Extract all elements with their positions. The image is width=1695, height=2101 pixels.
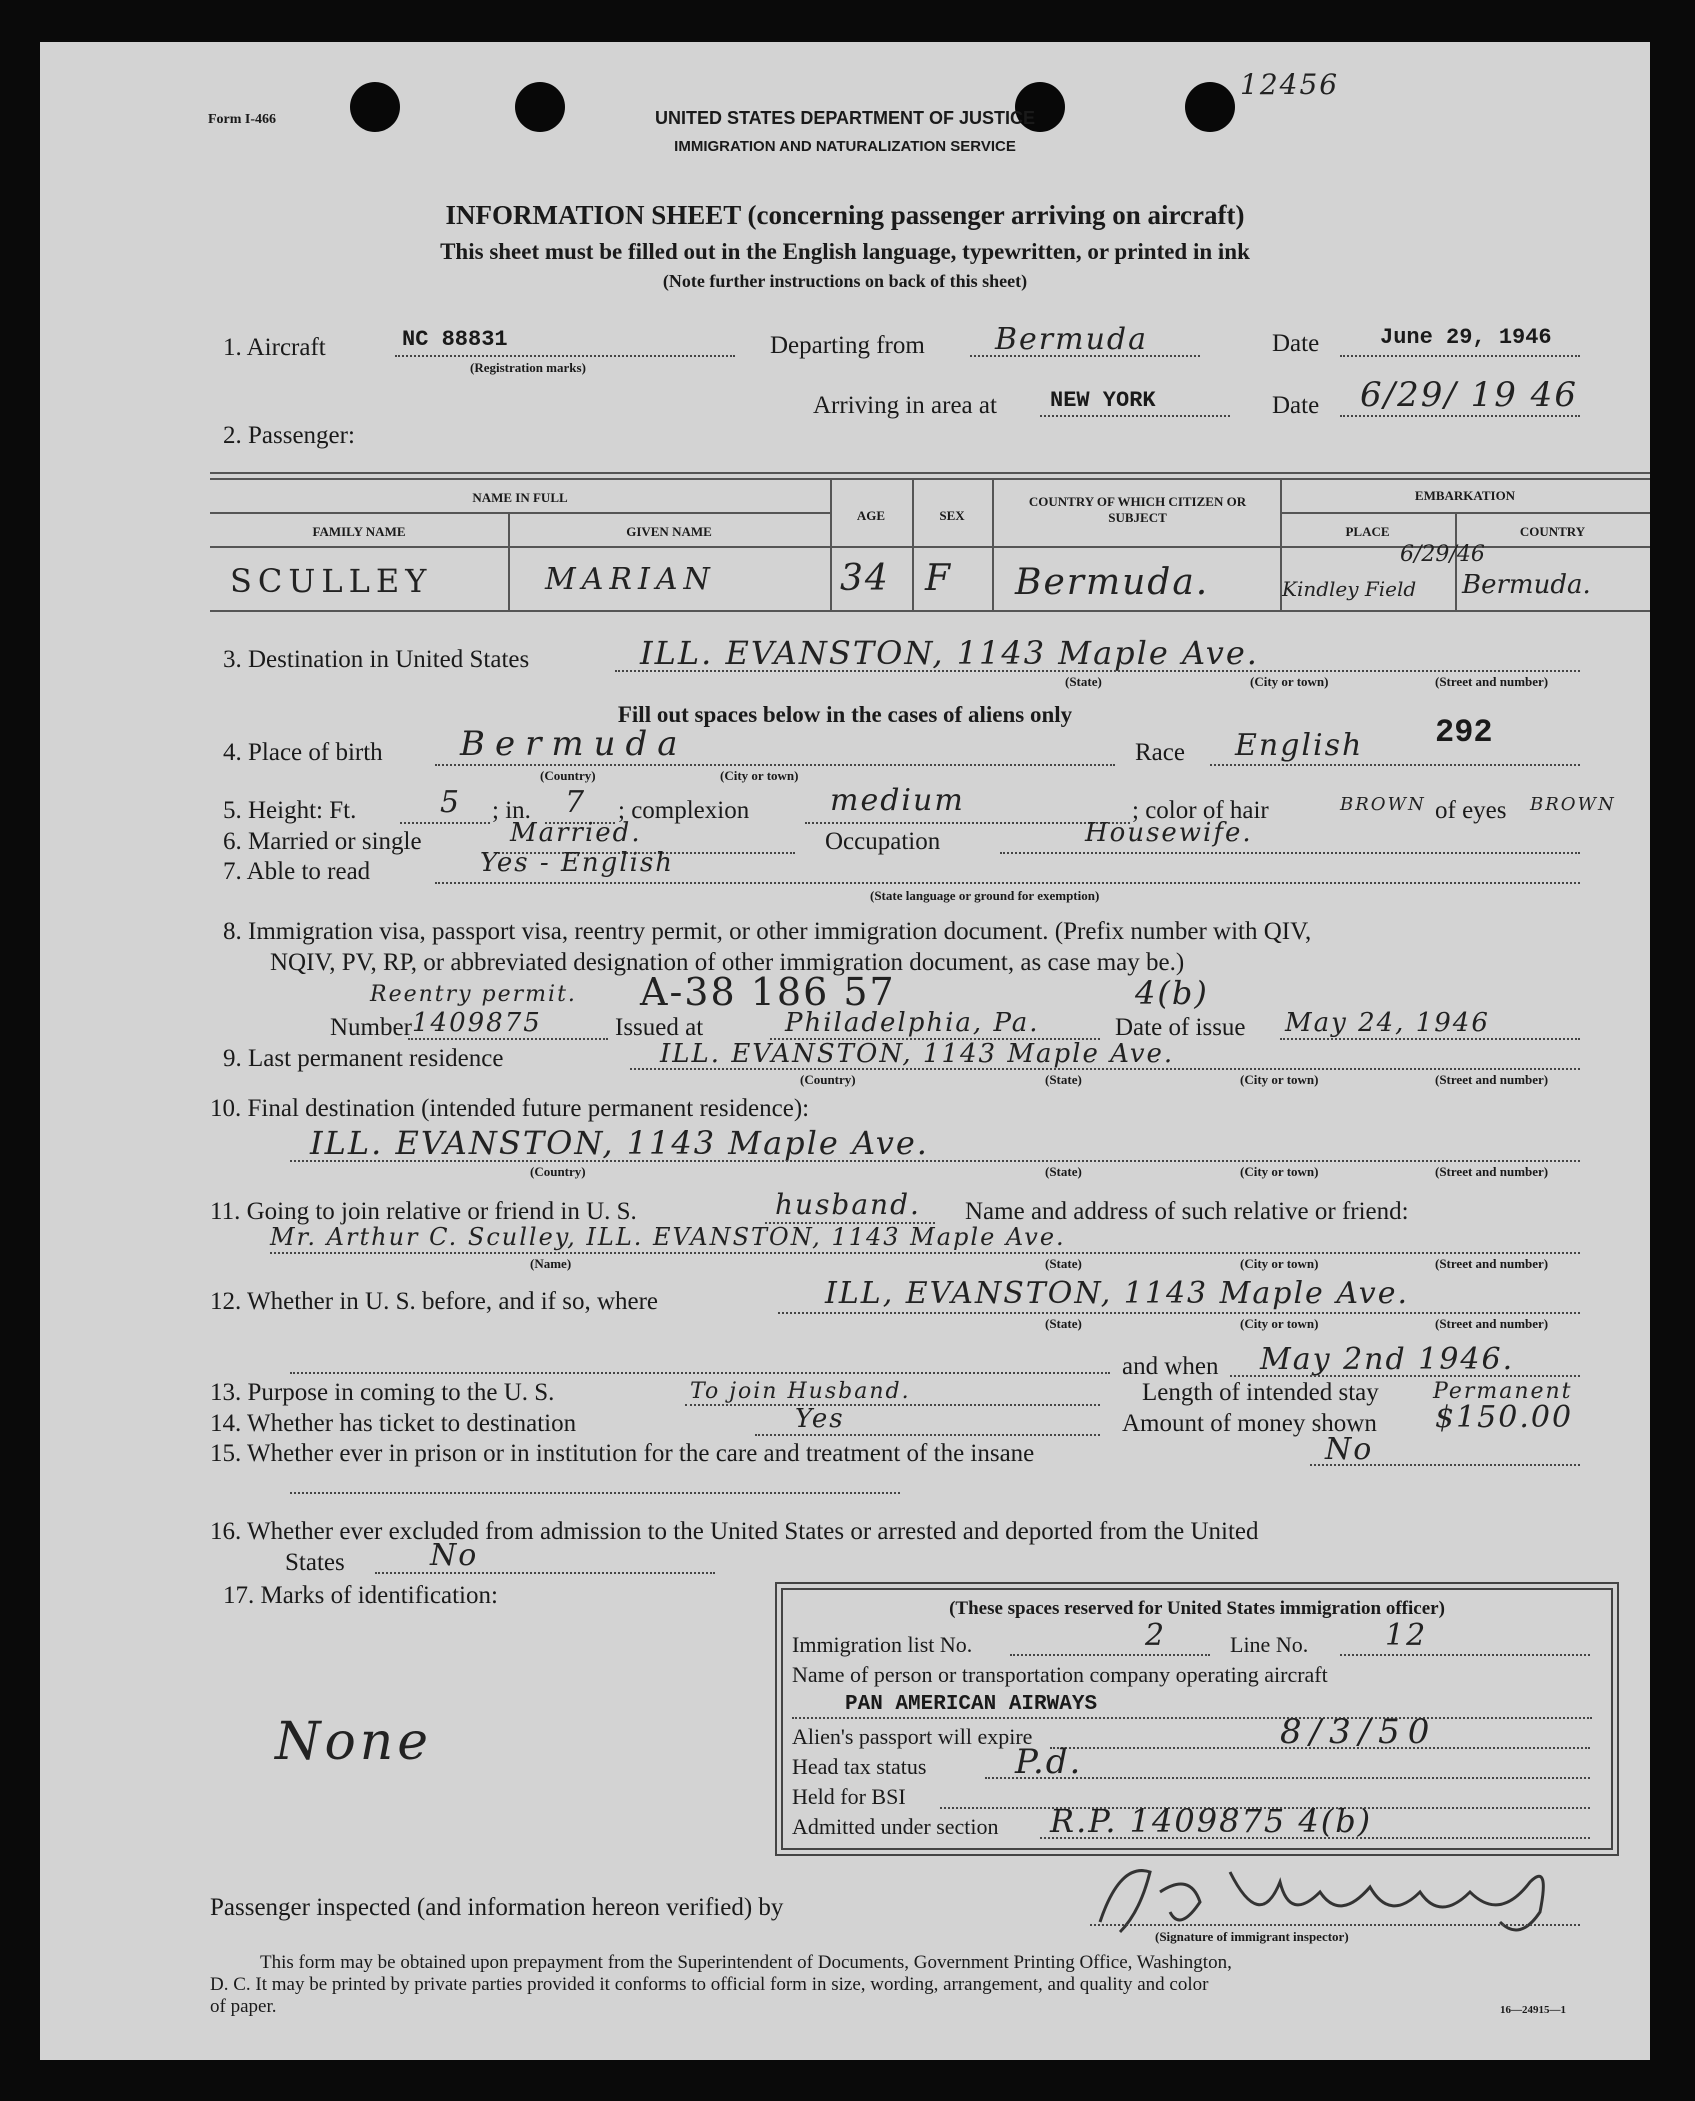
city-caption: (City or town) bbox=[1240, 1072, 1319, 1087]
emb-country-header: COUNTRY bbox=[1519, 524, 1586, 539]
when-value: May 2nd 1946. bbox=[1260, 1342, 1515, 1377]
hair-value: BROWN bbox=[1340, 794, 1426, 815]
height-label: 5. Height: Ft. bbox=[223, 797, 357, 824]
inspected-label: Passenger inspected (and information hereon verified) by bbox=[210, 1894, 784, 1921]
place-header: PLACE bbox=[1345, 524, 1390, 539]
excluded-line2: States bbox=[285, 1549, 345, 1576]
company-value: PAN AMERICAN AIRWAYS bbox=[845, 1693, 1098, 1716]
stay-label: Length of intended stay bbox=[1142, 1379, 1379, 1406]
when-label: and when bbox=[1122, 1353, 1219, 1380]
admitted-value: R.P. 1409875 4(b) bbox=[1050, 1802, 1373, 1840]
marks-label: 17. Marks of identification: bbox=[223, 1582, 498, 1609]
note: (Note further instructions on back of this sheet) bbox=[662, 271, 1028, 291]
issue-date-value: May 24, 1946 bbox=[1285, 1008, 1490, 1038]
form-sheet bbox=[40, 42, 1650, 2060]
footer-code: 16—24915—1 bbox=[1500, 2004, 1566, 2016]
admitted-label: Admitted under section bbox=[792, 1814, 999, 1839]
read-label: 7. Able to read bbox=[223, 858, 371, 885]
residence-label: 9. Last permanent residence bbox=[223, 1045, 504, 1072]
date2-label: Date bbox=[1272, 392, 1320, 419]
before-value: ILL, EVANSTON, 1143 Maple Ave. bbox=[825, 1276, 1410, 1311]
married-label: 6. Married or single bbox=[223, 828, 422, 855]
purpose-value: To join Husband. bbox=[690, 1379, 911, 1404]
issued-label: Issued at bbox=[615, 1014, 704, 1041]
money-value: $150.00 bbox=[1435, 1400, 1574, 1435]
bsi-label: Held for BSI bbox=[792, 1784, 906, 1809]
given-name-header: GIVEN NAME bbox=[626, 524, 712, 539]
eyes-value: BROWN bbox=[1530, 794, 1616, 815]
age-value: 34 bbox=[840, 558, 890, 599]
state-lang-caption: (State language or ground for exemption) bbox=[870, 888, 1100, 903]
money-label: Amount of money shown bbox=[1122, 1410, 1377, 1437]
city-caption: (City or town) bbox=[1240, 1256, 1319, 1271]
prison-value: No bbox=[1325, 1432, 1374, 1467]
destination-label: 3. Destination in United States bbox=[223, 646, 530, 673]
purpose-label: 13. Purpose in coming to the U. S. bbox=[210, 1379, 555, 1406]
doc-num: A-38 186 57 bbox=[640, 970, 896, 1014]
street-caption: (Street and number) bbox=[1435, 1256, 1549, 1271]
occupation-value: Housewife. bbox=[1085, 818, 1253, 848]
signature-caption: (Signature of immigrant inspector) bbox=[1155, 1929, 1349, 1944]
number-value: 1409875 bbox=[412, 1008, 542, 1038]
race-label: Race bbox=[1135, 739, 1185, 766]
relative-label: Name and address of such relative or friend: bbox=[965, 1198, 1409, 1225]
list-no-label: Immigration list No. bbox=[792, 1632, 973, 1657]
excluded-line1: 16. Whether ever excluded from admission to the United States or arrested and deported from the United bbox=[210, 1518, 1259, 1545]
family-name-header: FAMILY NAME bbox=[312, 524, 406, 539]
country-caption: (Country) bbox=[530, 1164, 586, 1179]
aircraft-value: NC 88831 bbox=[402, 327, 508, 352]
street-caption: (Street and number) bbox=[1435, 1164, 1549, 1179]
company-label: Name of person or transportation company operating aircraft bbox=[792, 1662, 1328, 1687]
doc-type: Reentry permit. bbox=[370, 982, 577, 1007]
state-caption: (State) bbox=[1045, 1072, 1082, 1087]
age-header: AGE bbox=[856, 508, 886, 523]
street-caption: (Street and number) bbox=[1435, 1072, 1549, 1087]
city-caption: (City or town) bbox=[1240, 1316, 1319, 1331]
eyes-label: of eyes bbox=[1435, 797, 1507, 824]
arriving-label: Arriving in area at bbox=[813, 392, 997, 419]
line-no-value: 12 bbox=[1385, 1618, 1428, 1653]
hair-label: ; color of hair bbox=[1132, 797, 1269, 824]
date2-value: 6/29/ 19 46 bbox=[1360, 375, 1578, 415]
final-dest-label: 10. Final destination (intended future permanent residence): bbox=[210, 1095, 810, 1122]
relative-value: Mr. Arthur C. Sculley, ILL. EVANSTON, 1143 Maple Ave. bbox=[270, 1223, 1066, 1251]
race-code: 292 bbox=[1435, 714, 1493, 751]
issue-date-label: Date of issue bbox=[1115, 1014, 1246, 1041]
officer-heading: (These spaces reserved for United States immigration officer) bbox=[949, 1598, 1445, 1619]
embarkation-header: EMBARKATION bbox=[1414, 488, 1516, 503]
stamp-number: 12456 bbox=[1240, 68, 1340, 101]
ticket-value: Yes bbox=[795, 1404, 845, 1434]
country-value: Bermuda. bbox=[1015, 562, 1210, 603]
form-id: Form I-466 bbox=[208, 112, 277, 127]
headtax-label: Head tax status bbox=[792, 1754, 927, 1779]
departing-label: Departing from bbox=[770, 332, 925, 359]
join-label: 11. Going to join relative or friend in U. S. bbox=[210, 1198, 637, 1225]
height-in: 7 bbox=[565, 785, 587, 820]
date-value: June 29, 1946 bbox=[1380, 325, 1552, 350]
arriving-value: NEW YORK bbox=[1050, 388, 1156, 413]
aircraft-label: 1. Aircraft bbox=[223, 334, 326, 361]
complexion-value: medium bbox=[830, 783, 965, 818]
family-name-value: SCULLEY bbox=[230, 562, 433, 600]
excluded-value: No bbox=[430, 1538, 479, 1573]
place-date-value: 6/29/46 bbox=[1400, 542, 1485, 567]
marks-value: None bbox=[275, 1712, 433, 1772]
country-caption: (Country) bbox=[800, 1072, 856, 1087]
headtax-value: P.d. bbox=[1015, 1742, 1083, 1782]
sex-header: SEX bbox=[939, 508, 965, 523]
prison-label: 15. Whether ever in prison or in institution for the care and treatment of the insane bbox=[210, 1440, 1035, 1467]
read-value: Yes - English bbox=[480, 848, 675, 878]
country-header: COUNTRY OF WHICH CITIZEN OR SUBJECT bbox=[1028, 494, 1247, 525]
page-title: INFORMATION SHEET (concerning passenger arriving on aircraft) bbox=[445, 200, 1245, 230]
given-name-value: MARIAN bbox=[545, 562, 716, 597]
aliens-only-heading: Fill out spaces below in the cases of aliens only bbox=[617, 702, 1073, 727]
list-no-value: 2 bbox=[1145, 1618, 1167, 1653]
street-caption: (Street and number) bbox=[1435, 1316, 1549, 1331]
departing-value: Bermuda bbox=[995, 322, 1148, 357]
join-value: husband. bbox=[775, 1188, 921, 1221]
name-caption: (Name) bbox=[530, 1256, 572, 1271]
city-caption: (City or town) bbox=[1250, 674, 1329, 689]
number-label: Number bbox=[330, 1014, 412, 1041]
place-value: Kindley Field bbox=[1282, 577, 1417, 601]
country-caption: (Country) bbox=[540, 768, 596, 783]
item8-line2: NQIV, PV, RP, or abbreviated designation of other immigration document, as case may be.) bbox=[270, 949, 1185, 976]
footer-line1: This form may be obtained upon prepayment from the Superintendent of Documents, Government Printing Office, Washington, bbox=[260, 1952, 1232, 1973]
final-dest-value: ILL. EVANSTON, 1143 Maple Ave. bbox=[310, 1124, 929, 1162]
race-value: English bbox=[1235, 728, 1364, 763]
married-value: Married. bbox=[510, 818, 642, 848]
state-caption: (State) bbox=[1065, 674, 1102, 689]
state-caption: (State) bbox=[1045, 1316, 1082, 1331]
city-caption: (City or town) bbox=[1240, 1164, 1319, 1179]
street-caption: (Street and number) bbox=[1435, 674, 1549, 689]
passport-label: Alien's passport will expire bbox=[792, 1724, 1033, 1749]
state-caption: (State) bbox=[1045, 1256, 1082, 1271]
name-in-full-header: NAME IN FULL bbox=[472, 490, 568, 505]
state-caption: (State) bbox=[1045, 1164, 1082, 1179]
footer-line3: of paper. bbox=[210, 1996, 277, 2017]
occupation-label: Occupation bbox=[825, 828, 941, 855]
reg-caption: (Registration marks) bbox=[470, 360, 586, 375]
destination-value: ILL. EVANSTON, 1143 Maple Ave. bbox=[640, 634, 1259, 672]
date-label: Date bbox=[1272, 330, 1320, 357]
passenger-label: 2. Passenger: bbox=[223, 422, 355, 449]
emb-country-value: Bermuda. bbox=[1462, 570, 1591, 600]
line-no-label: Line No. bbox=[1230, 1632, 1309, 1657]
item8-line1: 8. Immigration visa, passport visa, reentry permit, or other immigration document. (Prefix number with QIV, bbox=[223, 918, 1312, 945]
service-heading: IMMIGRATION AND NATURALIZATION SERVICE bbox=[674, 138, 1016, 155]
stay-value: Permanent bbox=[1433, 1379, 1573, 1404]
birth-label: 4. Place of birth bbox=[223, 739, 383, 766]
inches-label: ; in. bbox=[492, 797, 531, 824]
complexion-label: ; complexion bbox=[618, 797, 750, 824]
before-label: 12. Whether in U. S. before, and if so, where bbox=[210, 1288, 659, 1315]
city-caption: (City or town) bbox=[720, 768, 799, 783]
residence-value: ILL. EVANSTON, 1143 Maple Ave. bbox=[660, 1039, 1175, 1069]
dept-heading: UNITED STATES DEPARTMENT OF JUSTICE bbox=[654, 108, 1035, 128]
doc-section: 4(b) bbox=[1135, 974, 1209, 1012]
ticket-label: 14. Whether has ticket to destination bbox=[210, 1410, 577, 1437]
subtitle: This sheet must be filled out in the English language, typewritten, or printed in ink bbox=[440, 239, 1250, 264]
issued-value: Philadelphia, Pa. bbox=[785, 1008, 1040, 1038]
birth-value: Bermuda bbox=[460, 724, 688, 764]
height-ft: 5 bbox=[440, 785, 462, 820]
footer-line2: D. C. It may be printed by private parties provided it conforms to official form in size, wording, arrangement, and quality and color bbox=[210, 1974, 1209, 1995]
sex-value: F bbox=[925, 558, 952, 599]
passport-value: 8/3/50 bbox=[1280, 1712, 1438, 1752]
